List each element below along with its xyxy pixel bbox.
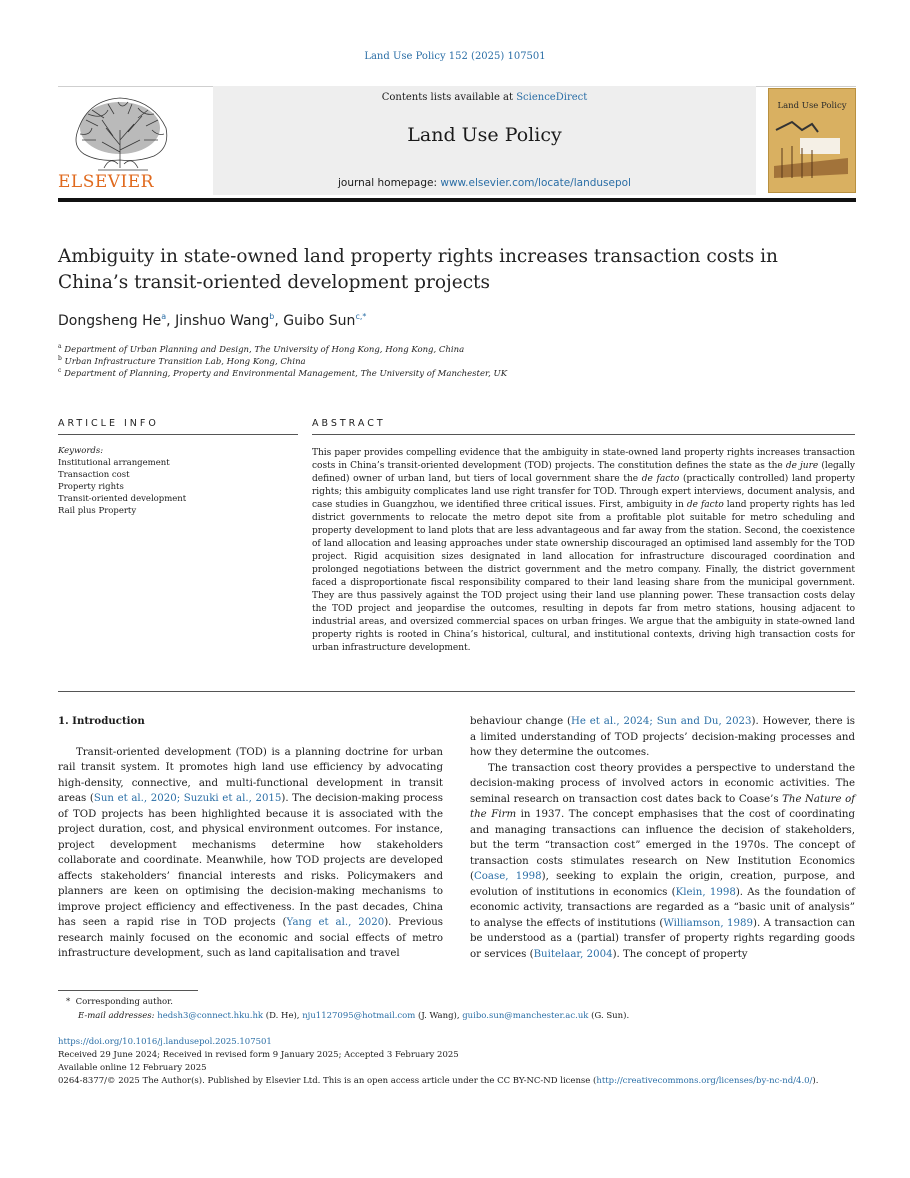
keyword-item: Transit-oriented development (58, 494, 187, 504)
journal-reference[interactable]: Land Use Policy 152 (2025) 107501 (364, 51, 546, 62)
abstract-bottom-rule (58, 691, 855, 692)
article-info-heading: ARTICLE INFO (58, 418, 159, 429)
citation-link[interactable]: Yang et al., 2020 (286, 917, 385, 928)
body-paragraph: The transaction cost theory provides a perspective to understand the decision-making process of involved actors in economic activities. The seminal research on transaction cost dates back to Coase’s The Nature of the Firm in 1937. The concept emphasises that the cost of coordinating and managing transactions can influence the decision of stakeholders, but the term “transaction cost” emerged in the 1970s. The concept of transaction costs stimulates research on New Institution Economics (Coase, 1998), seeking to explain the origin, creation, purpose, and evolution of institutions in economics (Klein, 1998). As the foundation of economic activity, transactions are regarded as a “basic unit of analysis” to analyse the effects of institutions (Williamson, 1989). A transaction can be understood as a (partial) transfer of property rights regarding goods or services (Buitelaar, 2004). The concept of property (470, 762, 856, 960)
sciencedirect-link[interactable]: ScienceDirect (516, 92, 588, 103)
affiliation-text: Urban Infrastructure Transition Lab, Hong Kong, China (64, 357, 306, 367)
author-name[interactable]: Dongsheng He (58, 313, 162, 329)
email-link[interactable]: hedsh3@connect.hku.hk (157, 1011, 264, 1021)
corresponding-author-note: * Corresponding author. (66, 997, 173, 1007)
affiliation-text: Department of Planning, Property and Environmental Management, The University of Manchester, UK (64, 369, 508, 379)
affiliation-mark: c (58, 367, 62, 374)
cover-title: Land Use Policy (777, 101, 847, 111)
body-paragraph: Transit-oriented development (TOD) is a planning doctrine for urban rail transit system. It promotes high land use efficiency by advocating high-density, connective, and multi-functional development in transit areas (Sun et al., 2020; Suzuki et al., 2015). The decision-making process of TOD projects has been highlighted because it is associated with the project duration, cost, and physical environment outcomes. For instance, project development mechanisms determine how stakeholders collaborate and coordinate. Meanwhile, how TOD projects are developed affects stakeholders’ financial interests and risks. Policymakers and planners are keen on optimising the decision-making mechanisms to improve project efficiency and effectiveness. In the past decades, China has seen a rapid rise in TOD projects (Yang et al., 2020). Previous research mainly focused on the economic and social effects of metro infrastructure development, such as land capitalisation and travel (58, 746, 443, 959)
license-statement: 0264-8377/© 2025 The Author(s). Published by Elsevier Ltd. This is an open access article under the CC BY-NC-ND license (http://creativecommons.org/licenses/by-nc-nd/4.0/). (58, 1076, 819, 1086)
abstract-rule (312, 434, 855, 435)
received-dates: Received 29 June 2024; Received in revised form 9 January 2025; Accepted 3 February 2025 (58, 1050, 459, 1060)
affiliation (58, 355, 306, 367)
elsevier-logo-text: ELSEVIER (58, 172, 154, 192)
keyword-item: Property rights (58, 482, 124, 492)
article-info-rule (58, 434, 298, 435)
license-link[interactable]: http://creativecommons.org/licenses/by-nc-nd/4.0/ (596, 1076, 813, 1086)
header-bottom-rule (58, 198, 856, 202)
doi-link[interactable]: https://doi.org/10.1016/j.landusepol.2025.107501 (58, 1037, 272, 1047)
contents-prefix: Contents lists available at (381, 92, 517, 103)
homepage-link[interactable]: www.elsevier.com/locate/landusepol (440, 177, 631, 189)
affiliation (58, 343, 464, 355)
homepage-prefix: journal homepage: (338, 177, 441, 189)
affiliation (58, 367, 507, 379)
footnote-rule (58, 990, 198, 991)
affiliation-mark: a (58, 343, 62, 350)
keyword-item: Institutional arrangement (58, 458, 170, 468)
article-title: Ambiguity in state-owned land property rights increases transaction costs in China’s transit-oriented development projects (58, 246, 778, 293)
citation-link[interactable]: Coase, 1998 (473, 871, 542, 882)
citation-link[interactable]: Buitelaar, 2004 (533, 948, 613, 960)
cover-illustration (772, 118, 850, 188)
author-name[interactable]: Guibo Sun (283, 313, 356, 329)
body-paragraph: behaviour change (He et al., 2024; Sun and Du, 2023). However, there is a limited understanding of TOD projects’ decision-making processes and how they determine the outcomes. (470, 716, 855, 758)
citation-link[interactable]: Williamson, 1989 (663, 917, 753, 929)
contents-line (213, 92, 756, 103)
author-affil-mark[interactable]: a (161, 312, 167, 321)
email-addresses: E-mail addresses: hedsh3@connect.hku.hk (D. He), nju1127095@hotmail.com (J. Wang), guibo.sun@manchester.ac.uk (G. Sun). (78, 1011, 630, 1021)
author-affil-mark[interactable]: c,* (355, 312, 367, 321)
author-name[interactable]: Jinshuo Wang (175, 313, 270, 329)
author-affil-mark[interactable]: b (269, 312, 275, 321)
keyword-item: Transaction cost (58, 470, 130, 480)
body-left-column (58, 714, 443, 962)
affiliation-mark: b (58, 355, 62, 362)
citation-link[interactable]: Klein, 1998 (675, 886, 736, 898)
section-heading: 1. Introduction (58, 715, 145, 727)
homepage-line (213, 177, 756, 189)
email-link[interactable]: guibo.sun@manchester.ac.uk (462, 1011, 589, 1021)
email-link[interactable]: nju1127095@hotmail.com (302, 1011, 416, 1021)
affiliation-text: Department of Urban Planning and Design, The University of Hong Kong, Hong Kong, China (64, 345, 465, 355)
citation-link[interactable]: He et al., 2024; Sun and Du, 2023 (570, 716, 752, 727)
abstract-heading: ABSTRACT (312, 418, 386, 429)
author-list: Dongsheng He$^a$, Jinshuo Wang$^b$, Guibo Sun$^{c,*}$ (58, 312, 367, 329)
body-right-column (470, 714, 855, 962)
keywords-label: Keywords: (58, 446, 104, 456)
abstract-text: This paper provides compelling evidence that the ambiguity in state-owned land property rights increases transaction costs in China’s transit-oriented development (TOD) projects. The constitution defines the state as the de jure (legally defined) owner of urban land, but tiers of local government share the de facto (practically controlled) land property rights; this ambiguity complicates land use right transfer for TOD. Through expert interviews, document analysis, and case studies in Guangzhou, we identified three critical issues. First, ambiguity in de facto land property rights has led district governments to relocate the metro depot site from a profitable plot suitable for metro scheduling and property development to land plots that are less advantageous and far away from the station. Second, the coexistence of land allocation and leasing approaches under state ownership discouraged an optimised land assembly for the TOD project. Rigid acquisition sizes designated in land allocation for infrastructure discouraged coordination and prolonged negotiations between the district government and the metro company. Finally, the district government faced a disproportionate fiscal responsibility compared to their land leasing share from the municipal government. They are thus passively against the TOD project using their land use planning power. These transaction costs delay the TOD project and jeopardise the outcomes, resulting in depots far from metro stations, housing adjacent to industrial areas, and oversized commercial spaces on urban fringes. We argue that the ambiguity in state-owned land property rights is rooted in China’s historical, cultural, and institutional contexts, driving high transaction costs for urban infrastructure development. (312, 448, 855, 653)
keyword-item: Rail plus Property (58, 506, 137, 516)
journal-title: Land Use Policy (407, 124, 562, 146)
available-online-date: Available online 12 February 2025 (58, 1063, 207, 1073)
citation-link[interactable]: Sun et al., 2020; Suzuki et al., 2015 (93, 793, 282, 804)
